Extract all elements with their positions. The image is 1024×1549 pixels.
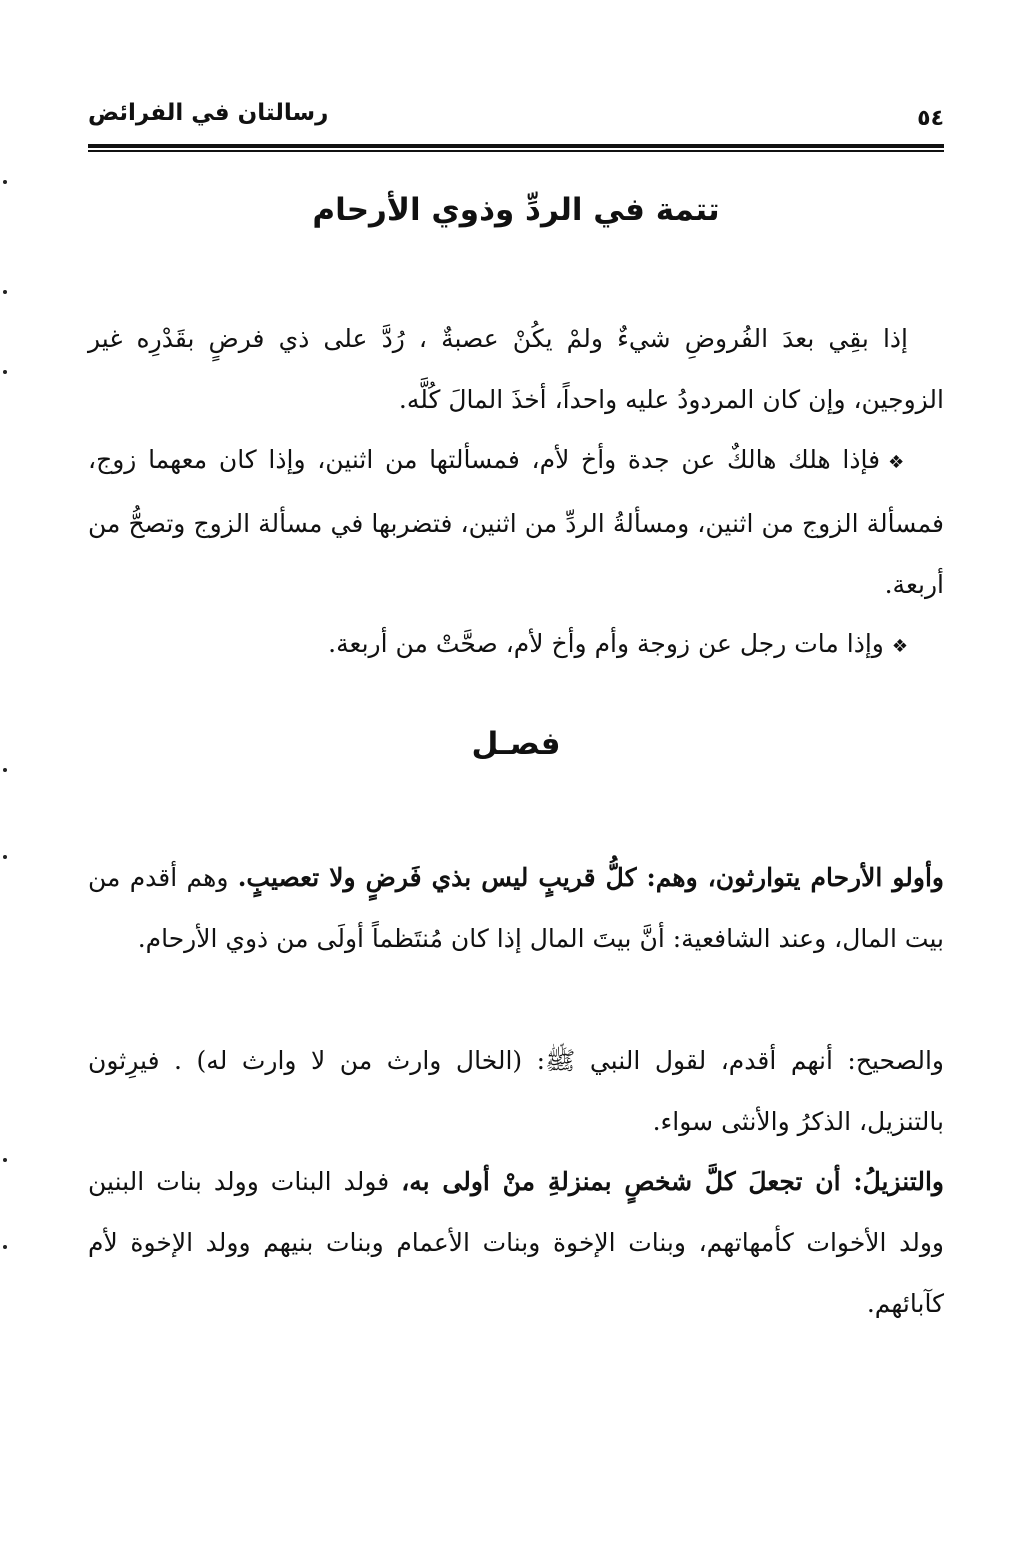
running-header <box>88 100 944 140</box>
section-title-supplement: تتمة في الردِّ وذوي الأرحام <box>312 192 720 228</box>
bullet-diamond-icon: ❖ <box>891 636 908 657</box>
paragraph-kindred-rest: وهم أقدم من بيت المال، وعند الشافعية: أنَّ بيتَ المال إذا كان مُنتَظماً أولَى من ذوي الأرحام. <box>88 863 944 953</box>
paragraph-example-grandmother-text: فإذا هلك هالكٌ عن جدة وأخ لأم، فمسألتها من اثنين، وإذا كان معهما زوج، فمسألة الزوج من اثنين، ومسألةُ الردِّ من اثنين، فتضربها في مسألة الزوج وتصحُّ من أربعة. <box>88 445 944 599</box>
paragraph-kindred-definition <box>88 847 944 969</box>
scan-speck <box>3 370 7 374</box>
scan-speck <box>3 768 7 772</box>
scan-speck <box>3 855 7 859</box>
page-number: ٥٤ <box>917 106 944 131</box>
section-title-chapter: فصـل <box>471 726 561 762</box>
paragraph-kindred-lead: وأولو الأرحام يتوارثون، وهم: كلُّ قريبٍ ليس بذي فَرضٍ ولا تعصيبٍ. <box>237 863 944 892</box>
running-header-book-title: رسالتان في الفرائض <box>88 100 329 126</box>
header-rule-thin <box>88 150 944 152</box>
paragraph-tanzil-lead: والتنزيلُ: أن تجعلَ كلَّ شخصٍ بمنزلةِ منْ أولى به، <box>401 1167 944 1196</box>
scan-speck <box>3 180 7 184</box>
scan-speck <box>3 1245 7 1249</box>
bullet-diamond-icon: ❖ <box>888 452 908 473</box>
header-rule-thick <box>88 144 944 148</box>
paragraph-tanzil-rest: فولد البنات وولد بنات البنين وولد الأخوات كأمهاتهم، وبنات الإخوة وبنات الأعمام وبنات بنيهم وولد الإخوة لأم كآبائهم. <box>88 1167 944 1318</box>
paragraph-tanzil <box>88 1151 944 1334</box>
paragraph-radd-rule: إذا بقِي بعدَ الفُروضِ شيءٌ ولمْ يكُنْ عصبةٌ ، رُدَّ على ذي فرضٍ بقَدْرِه غير الزوجين، وإن كان المردودُ عليه واحداً، أخذَ المالَ كُلَّه. <box>88 324 944 414</box>
paragraph-correct-view: والصحيح: أنهم أقدم، لقول النبي ﷺ: (الخال وارث من لا وارث له) . فيرِثون بالتنزيل، الذكرُ والأنثى سواء. <box>88 1046 944 1136</box>
paragraph-example-grandmother <box>88 429 944 615</box>
scan-speck <box>3 1158 7 1162</box>
scan-speck <box>3 290 7 294</box>
paragraph-example-wife <box>88 613 944 677</box>
paragraph-example-wife-text: وإذا مات رجل عن زوجة وأم وأخ لأم، صحَّتْ من أربعة. <box>328 629 884 658</box>
